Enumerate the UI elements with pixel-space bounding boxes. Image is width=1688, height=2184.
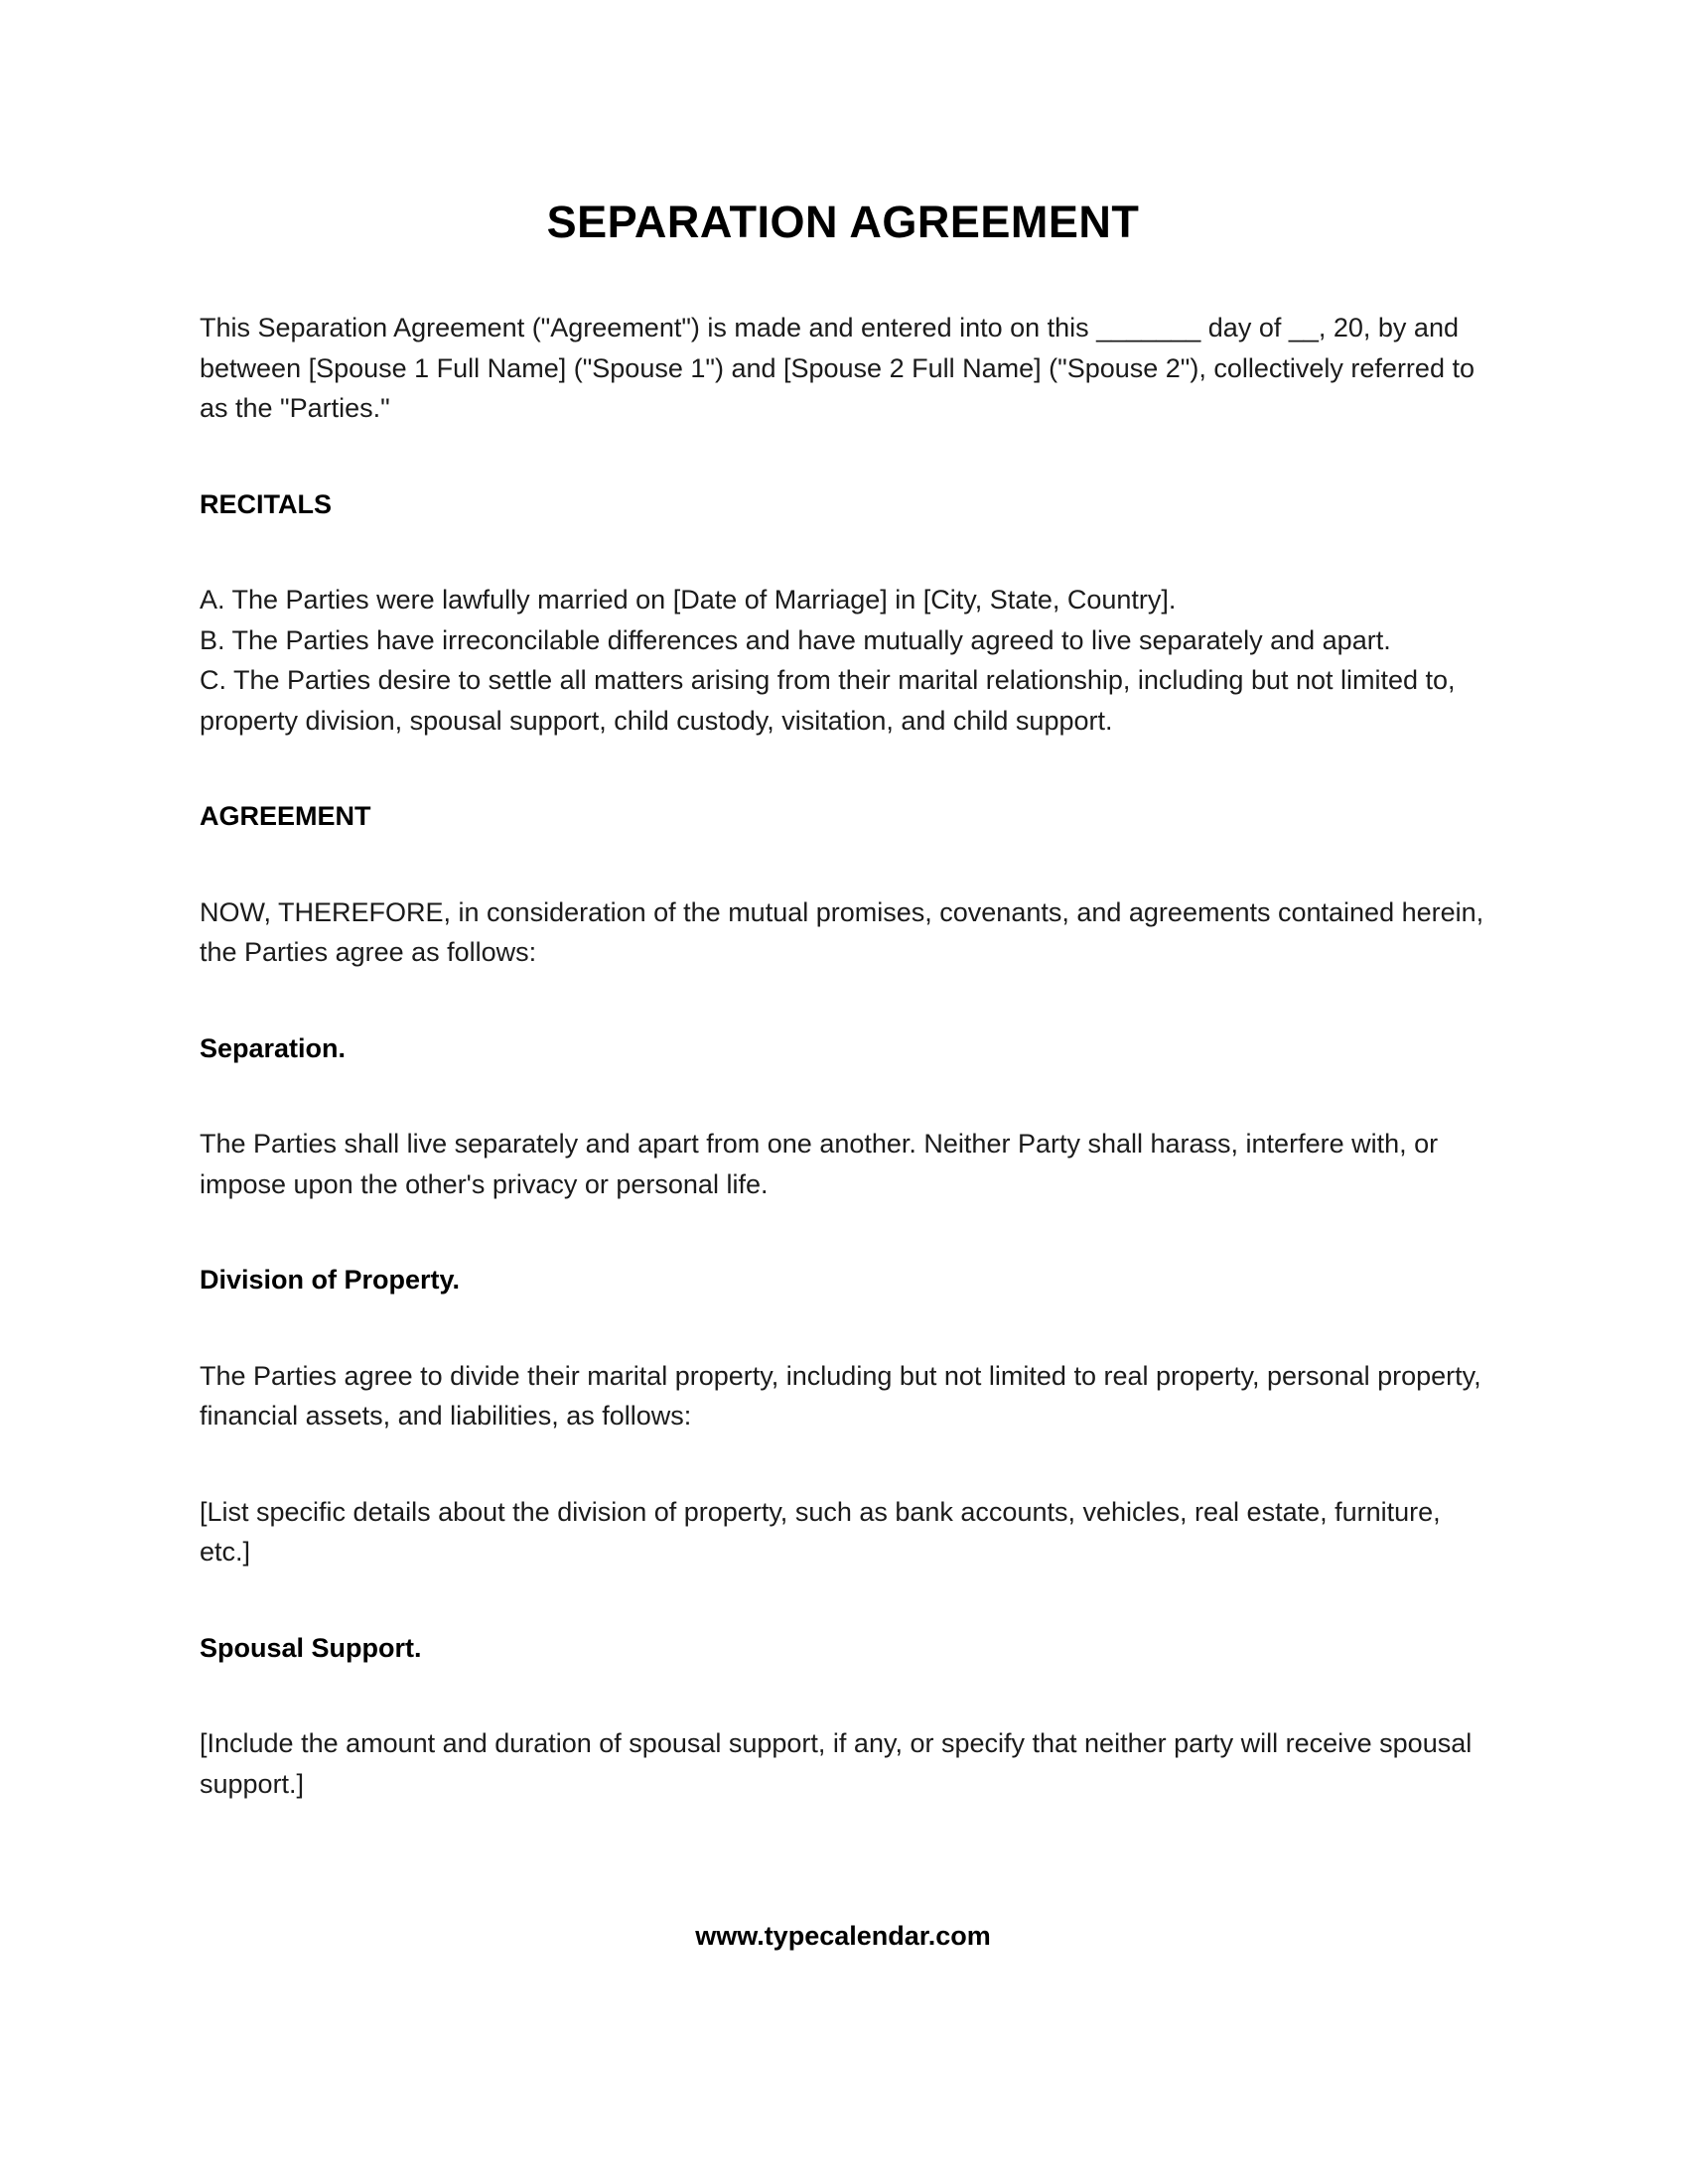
recitals-list [200, 580, 1486, 741]
clause-heading-spousal-support: Spousal Support. [200, 1632, 422, 1663]
recitals-heading: RECITALS [200, 488, 332, 519]
agreement-heading: AGREEMENT [200, 801, 371, 831]
clause-heading-division-of-property: Division of Property. [200, 1265, 461, 1295]
clause-text-separation: The Parties shall live separately and apart from one another. Neither Party shall harass, interfere with, or impose upon the other's privacy or personal life. [200, 1129, 1439, 1199]
footer-url: www.typecalendar.com [695, 1921, 991, 1951]
clause-text-division-of-property: The Parties agree to divide their marital property, including but not limited to real property, personal property, financial assets, and liabilities, as follows: [200, 1360, 1481, 1431]
recital-item-c: C. The Parties desire to settle all matters arising from their marital relationship, including but not limited to, property division, spousal support, child custody, visitation, and child support. [200, 665, 1456, 736]
document-content [200, 0, 1486, 1952]
document-title: SEPARATION AGREEMENT [546, 197, 1140, 247]
clause-heading-separation: Separation. [200, 1032, 347, 1063]
clause-text-spousal-support: [Include the amount and duration of spousal support, if any, or specify that neither party will receive spousal support.] [200, 1728, 1473, 1799]
clause-placeholder-division-of-property: [List specific details about the division of property, such as bank accounts, vehicles, real estate, furniture, etc.] [200, 1496, 1441, 1567]
intro-paragraph: This Separation Agreement ("Agreement") is made and entered into on this _______ day of __, 20, by and between [Spouse 1 Full Name] ("Spouse 1") and [Spouse 2 Full Name] ("Spouse 2"), collectively referred to as the "Parties." [200, 313, 1475, 423]
recital-item-b: B. The Parties have irreconcilable differences and have mutually agreed to live separately and apart. [200, 624, 1391, 655]
agreement-intro-paragraph: NOW, THEREFORE, in consideration of the mutual promises, covenants, and agreements contained herein, the Parties agree as follows: [200, 896, 1484, 967]
recital-item-a: A. The Parties were lawfully married on [Date of Marriage] in [City, State, Country]. [200, 585, 1177, 614]
